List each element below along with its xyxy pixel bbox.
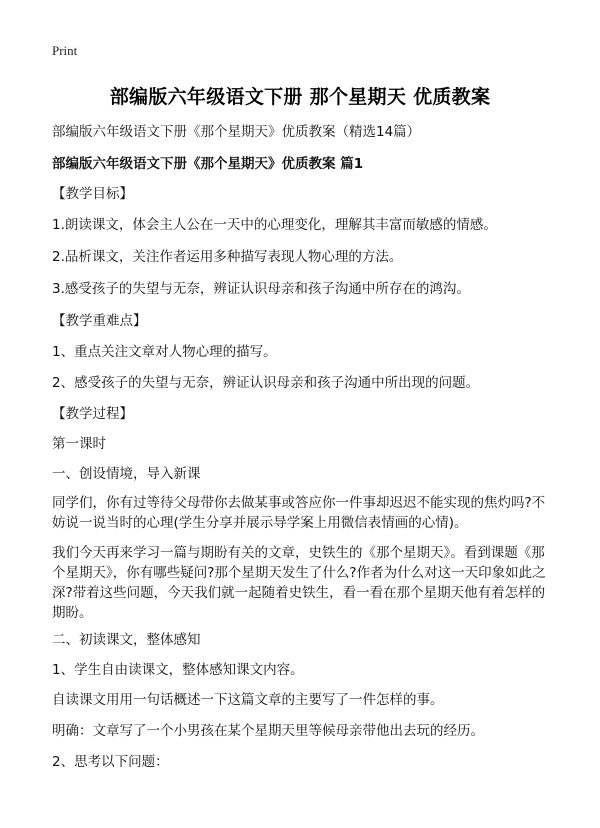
- teaching-goals-heading: 【教学目标】: [52, 186, 133, 202]
- document-title: 部编版六年级语文下册 那个星期天 优质教案: [109, 86, 491, 108]
- section-heading: 部编版六年级语文下册《那个星期天》优质教案 篇1: [52, 156, 364, 172]
- lesson-label: 第一课时: [52, 436, 106, 452]
- goal-item: 2.品析课文，关注作者运用多种描写表现人物心理的方法。: [52, 249, 403, 265]
- key-point-item: 2、感受孩子的失望与无奈，辨证认识母亲和孩子沟通中所出现的问题。: [52, 375, 480, 391]
- paragraph: 明确：文章写了一个小男孩在某个星期天里等候母亲带他出去玩的经历。: [52, 723, 484, 739]
- goal-item: 1.朗读课文，体会主人公在一天中的心理变化，理解其丰富而敏感的情感。: [52, 217, 497, 233]
- key-points-heading: 【教学重难点】: [52, 313, 147, 329]
- list-item: 2、思考以下问题：: [52, 754, 169, 770]
- step-heading: 一、创设情境，导入新课: [52, 466, 201, 482]
- paragraph: 自读课文用用一句话概述一下这篇文章的主要写了一件怎样的事。: [52, 692, 444, 708]
- step-heading: 二、初读课文，整体感知: [52, 632, 201, 648]
- goal-item: 3.感受孩子的失望与无奈，辨证认识母亲和孩子沟通中所存在的鸿沟。: [52, 281, 470, 297]
- paragraph: 同学们，你有过等待父母带你去做某事或答应你一件事却迟迟不能实现的焦灼吗?不妨说一说当时的心理(学生分享并展示导学案上用微信表情画的心情)。: [52, 495, 546, 531]
- key-point-item: 1、重点关注文章对人物心理的描写。: [52, 344, 277, 360]
- document-subtitle: 部编版六年级语文下册《那个星期天》优质教案（精选14篇）: [52, 124, 421, 140]
- paragraph: 我们今天再来学习一篇与期盼有关的文章，史铁生的《那个星期天》。看到课题《那个星期天》，你有哪些疑问?那个星期天发生了什么?作者为什么对这一天印象如此之深?带着这些问题，今天我们就一起随着史铁生，看一看在那个星期天他有着怎样的期盼。: [52, 545, 546, 621]
- teaching-process-heading: 【教学过程】: [52, 406, 133, 422]
- list-item: 1、学生自由读课文，整体感知课文内容。: [52, 662, 304, 678]
- print-label: Print: [52, 43, 78, 58]
